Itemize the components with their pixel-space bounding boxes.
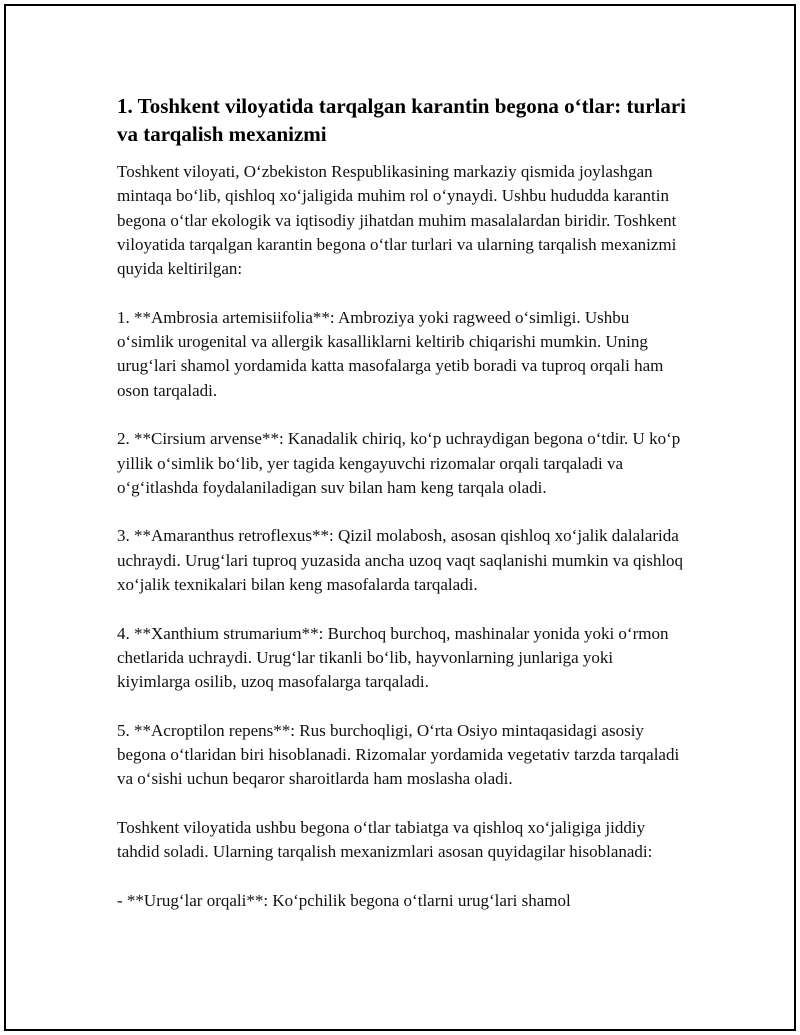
item-cirsium-paragraph: 2. **Cirsium arvense**: Kanadalik chiriq, ko‘p uchraydigan begona o‘tdir. U ko‘p yillik o‘simlik bo‘lib, yer tagida kengayuvchi rizomalar orqali tarqaladi va o‘g‘itlashda foydalaniladigan suv bilan ham keng tarqala oladi.	[117, 429, 681, 497]
item-ambrosia-paragraph: 1. **Ambrosia artemisiifolia**: Ambroziya yoki ragweed o‘simligi. Ushbu o‘simlik urogenital va allergik kasalliklarni keltirib chiqarishi mumkin. Uning urug‘lari shamol yordamida katta masofalarga yetib boradi va tuproq orqali ham oson tarqaladi.	[117, 307, 664, 400]
summary-paragraph: Toshkent viloyatida ushbu begona o‘tlar tabiatga va qishloq xo‘jaligiga jiddiy tahdid soladi. Ularning tarqalish mexanizmlari asosan quyidagilar hisoblanadi:	[117, 818, 653, 862]
item-amaranthus-paragraph: 3. **Amaranthus retroflexus**: Qizil molabosh, asosan qishloq xo‘jalik dalalarida uchraydi. Urug‘lari tuproq yuzasida ancha uzoq vaqt saqlanishi mumkin va qishloq xo‘jalik texnikalari bilan keng masofalarda tarqaladi.	[117, 526, 684, 595]
item-acroptilon-paragraph: 5. **Acroptilon repens**: Rus burchoqligi, O‘rta Osiyo mintaqasidagi asosiy begona o‘tlaridan biri hisoblanadi. Rizomalar yordamida vegetativ tarzda tarqaladi va o‘sishi uchun beqaror sharoitlarda ham moslasha oladi.	[117, 720, 680, 789]
section-heading: 1. Toshkent viloyatida tarqalgan karantin begona o‘tlar: turlari va tarqalish mexanizmi	[117, 94, 687, 146]
document-body	[117, 92, 687, 938]
mechanism-bullet-paragraph: - **Urug‘lar orqali**: Ko‘pchilik begona o‘tlarni urug‘lari shamol	[117, 890, 571, 910]
intro-paragraph: Toshkent viloyati, O‘zbekiston Respublikasining markaziy qismida joylashgan mintaqa bo‘lib, qishloq xo‘jaligida muhim rol o‘ynaydi. Ushbu hududda karantin begona o‘tlar ekologik va iqtisodiy jihatdan muhim masalalardan biridir. Toshkent viloyatida tarqalgan karantin begona o‘tlar turlari va ularning tarqalish mexanizmi quyida keltirilgan:	[117, 162, 677, 279]
item-xanthium-paragraph: 4. **Xanthium strumarium**: Burchoq burchoq, mashinalar yonida yoki o‘rmon chetlarida uchraydi. Urug‘lar tikanli bo‘lib, hayvonlarning junlariga yoki kiyimlarga osilib, uzoq masofalarga tarqaladi.	[117, 623, 669, 692]
